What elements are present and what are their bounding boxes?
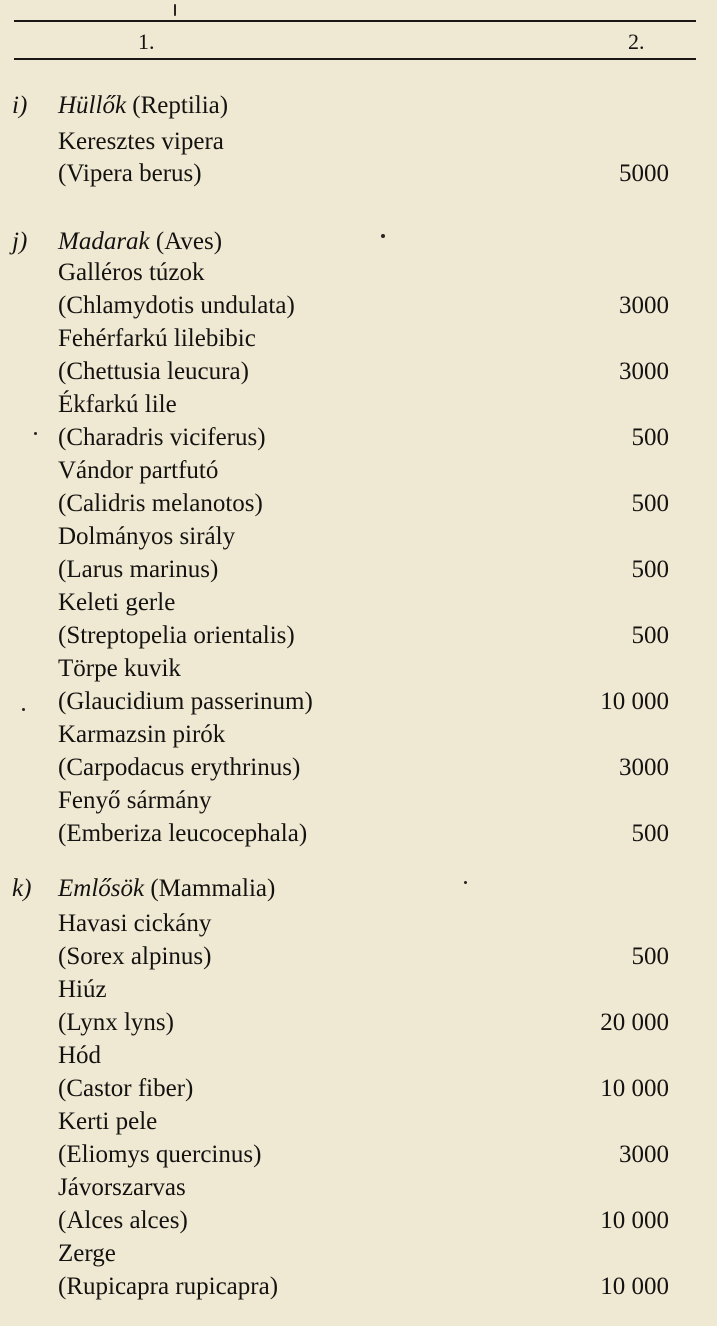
list-item-value: 500 [631, 820, 669, 847]
list-item-latin-row: (Larus marinus) 500 [0, 553, 717, 586]
header-bottom-rule [14, 58, 696, 60]
list-item-name: Ékfarkú lile [58, 391, 177, 418]
list-item-value: 3000 [619, 754, 669, 781]
scan-speck [22, 708, 25, 711]
scan-speck [174, 4, 176, 16]
list-item-name: Hiúz [58, 976, 107, 1003]
list-item-latin-row: (Carpodacus erythrinus) 3000 [0, 751, 717, 784]
list-item-latin-row: (Chlamydotis undulata) 3000 [0, 289, 717, 322]
list-item-value: 500 [631, 622, 669, 649]
list-item-value: 3000 [619, 292, 669, 319]
list-item-name: Fehérfarkú lilebibic [58, 325, 256, 352]
list-item-name: Zerge [58, 1240, 116, 1267]
list-item-value: 10 000 [600, 688, 669, 715]
list-item-value: 500 [631, 943, 669, 970]
list-item-value: 3000 [619, 358, 669, 385]
list-item-latin-row: (Rupicapra rupicapra) 10 000 [0, 1270, 717, 1303]
section-name: Hüllők [58, 92, 127, 119]
list-item-value: 3000 [619, 1141, 669, 1168]
section-label: i) [12, 92, 28, 119]
scan-speck [464, 881, 467, 884]
list-item-name: Jávorszarvas [58, 1174, 186, 1201]
list-item-name: Havasi cickány [58, 910, 212, 937]
list-item-latin-row: (Sorex alpinus) 500 [0, 940, 717, 973]
list-item-name: Dolmányos sirály [58, 523, 236, 550]
column-header-1: 1. [138, 29, 155, 54]
section-heading-birds [0, 225, 717, 258]
section-name: Madarak [58, 228, 150, 255]
list-item-name: Hód [58, 1042, 102, 1069]
list-item-value: 500 [631, 490, 669, 517]
list-item-value: 500 [631, 424, 669, 451]
column-header-2: 2. [628, 29, 645, 54]
list-item-latin-row: (Streptopelia orientalis) 500 [0, 619, 717, 652]
list-item-latin-row: (Emberiza leucocephala) 500 [0, 817, 717, 850]
list-item-latin-row: (Charadris viciferus) 500 [0, 421, 717, 454]
top-rule [14, 20, 696, 22]
list-item-latin-row: (Alces alces) 10 000 [0, 1204, 717, 1237]
section-label: k) [12, 875, 32, 902]
scan-speck [381, 234, 385, 238]
section-latin: (Aves) [155, 228, 223, 255]
list-item-latin-row: (Chettusia leucura) 3000 [0, 355, 717, 388]
section-latin: (Reptilia) [132, 92, 229, 119]
list-item-latin-row: (Lynx lyns) 20 000 [0, 1006, 717, 1039]
list-item-value: 5000 [619, 160, 669, 187]
section-label: j) [12, 228, 28, 255]
list-item-name: Karmazsin pirók [58, 721, 226, 748]
scan-speck [34, 432, 37, 435]
list-item-value: 10 000 [600, 1075, 669, 1102]
list-item-latin-row: (Glaucidium passerinum) 10 000 [0, 685, 717, 718]
list-item-value: 10 000 [600, 1207, 669, 1234]
list-item-latin-row: (Vipera berus) 5000 [0, 157, 717, 190]
list-item-value: 500 [631, 556, 669, 583]
section-heading-mammals [0, 872, 717, 905]
list-item-name: Keresztes vipera [58, 128, 224, 155]
list-item-value: 10 000 [600, 1273, 669, 1300]
list-item-name: Galléros túzok [58, 259, 205, 286]
list-item-name: Vándor partfutó [58, 457, 219, 484]
list-item-latin-row: (Calidris melanotos) 500 [0, 487, 717, 520]
list-item-name: Törpe kuvik [58, 655, 181, 682]
list-item-latin-row: (Castor fiber) 10 000 [0, 1072, 717, 1105]
section-heading-reptiles [0, 89, 717, 122]
list-item-name: Fenyő sármány [58, 787, 212, 814]
list-item-name: Kerti pele [58, 1108, 158, 1135]
list-item-latin-row: (Eliomys quercinus) 3000 [0, 1138, 717, 1171]
list-item-name: Keleti gerle [58, 589, 176, 616]
section-name: Emlősök [58, 875, 145, 902]
list-item-value: 20 000 [600, 1009, 669, 1036]
section-latin: (Mammalia) [150, 875, 276, 902]
